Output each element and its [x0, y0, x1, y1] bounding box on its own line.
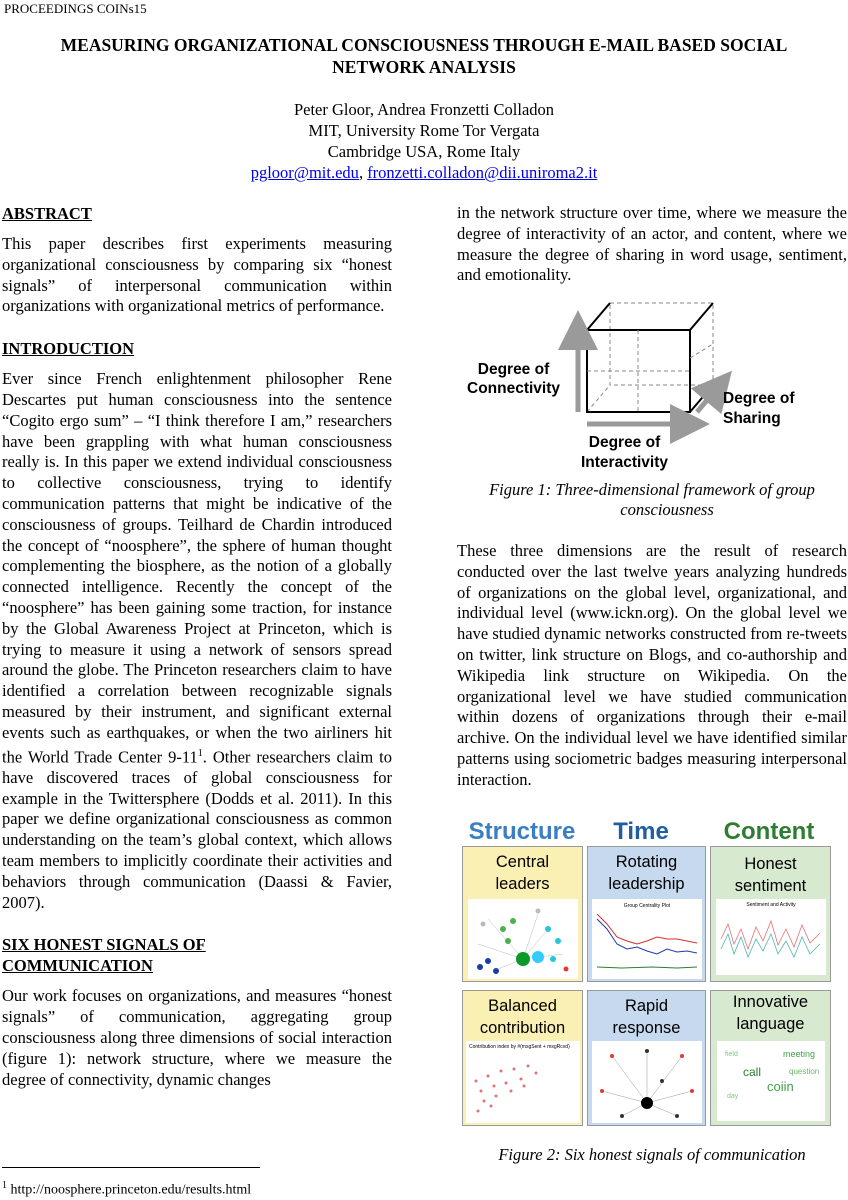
- footnote-rule: [2, 1167, 260, 1168]
- tile-balanced-contribution: [462, 990, 583, 1126]
- introduction-text: [2, 369, 392, 913]
- abstract-heading: ABSTRACT: [2, 204, 92, 223]
- tile-label: Rotating: [615, 853, 678, 871]
- tile-central-leaders: [462, 846, 583, 982]
- running-header: PROCEEDINGS COINs15: [4, 1, 147, 16]
- column-head-content: Content: [723, 818, 815, 845]
- tile-label: leaders: [495, 875, 550, 893]
- chart-title: Group Centrality Plot: [623, 903, 671, 909]
- tile-label: language: [736, 1015, 805, 1033]
- figure-1-caption-line-2: consciousness: [620, 500, 714, 519]
- tile-label: Central: [495, 853, 550, 871]
- tile-label: Innovative: [732, 993, 809, 1011]
- footnote-url[interactable]: http://noosphere.princeton.edu/results.html: [7, 1182, 252, 1198]
- label-connectivity-2: Connectivity: [467, 380, 561, 397]
- label-interactivity-2: Interactivity: [581, 454, 669, 471]
- email-link-1[interactable]: pgloor@mit.edu: [250, 163, 359, 182]
- word-cloud-term: coiin: [767, 1079, 794, 1094]
- author-affiliation: MIT, University Rome Tor Vergata: [308, 121, 540, 140]
- word-cloud-term: question: [789, 1067, 820, 1076]
- introduction-heading: INTRODUCTION: [2, 339, 135, 359]
- figure-2: [460, 818, 848, 1133]
- signals-text: Our work focuses on organizations, and measures “honest signals” of communication, aggregating group consciousness along three dimensions of social interaction (figure 1): network structure, where we measure the degree of connectivity, dynamic changes: [2, 986, 392, 1089]
- word-cloud-term: meeting: [783, 1049, 816, 1059]
- tile-honest-sentiment: [710, 846, 831, 982]
- signals-heading: [2, 934, 392, 976]
- chart-title: Contribution index by #(msgSent + msgRcvd): [469, 1044, 570, 1050]
- tile-label: leadership: [608, 875, 685, 893]
- intro-text-a: Ever since French enlightenment philosopher Rene Descartes put human consciousness into the sentence “Cogito ergo sum” – “I think therefore I am,” researchers have been grappling with what human consciousness really is. In this paper we extend individual consciousness to collective consciousness, trying to identify communication patterns that might be indicative of the consciousness of groups. Teilhard de Chardin introduced the concept of “noosphere”, the sphere of human thought complementing the biosphere, as the notion of a globally connected intelligence. Recently the concept of the “noosphere” has been gaining some traction, for instance by the Global Awareness Project at Princeton, which is trying to measure it using a network of sensors spread around the globe. The Princeton researchers claim to have identified a correlation between recognizable signals measured by their instrument, and significant external events such as earthquakes, or when the two airliners hit the World Trade Center 9-11: [2, 369, 392, 767]
- signals-heading-line-2: COMMUNICATION: [2, 956, 153, 976]
- column-head-time: Time: [613, 818, 669, 845]
- figure-1: [457, 300, 847, 480]
- tile-label: Rapid: [624, 997, 669, 1015]
- response-network-image: [592, 1041, 702, 1123]
- word-cloud-term: call: [743, 1065, 762, 1079]
- cube-edge: [587, 303, 610, 330]
- author-location: Cambridge USA, Rome Italy: [327, 142, 521, 161]
- tile-label: Honest: [744, 855, 797, 873]
- sentiment-chart-image: [716, 899, 826, 975]
- footnote-number: 1: [2, 1180, 7, 1191]
- figure-2-caption: Figure 2: Six honest signals of communication: [498, 1145, 806, 1164]
- abstract-text: This paper describes first experiments measuring organizational consciousness by comparing six “honest signals” of interpersonal communication within organizations with organizational metrics of performance.: [2, 234, 392, 316]
- paper-title: [0, 34, 848, 78]
- contribution-scatter-image: [466, 1041, 580, 1123]
- tile-rotating-leadership: [587, 846, 706, 982]
- tile-rapid-response: [587, 990, 706, 1126]
- footnote-ref: 1: [197, 747, 203, 759]
- label-interactivity-1: Degree of: [588, 434, 661, 451]
- cube-edge-hidden: [587, 385, 610, 412]
- word-cloud-image: [717, 1041, 825, 1121]
- cube-back-face: [610, 303, 713, 385]
- author-emails: pgloor@mit.edu, fronzetti.colladon@dii.uniroma2.it: [250, 163, 598, 182]
- word-cloud-term: day: [727, 1093, 739, 1100]
- signals-heading-line-1: SIX HONEST SIGNALS OF: [2, 935, 206, 955]
- right-column-para-2: These three dimensions are the result of research conducted over the last twelve years analyzing hundreds of organizations on the global level, organizational, and individual level (www.ickn.org). On the global level we have studied dynamic networks constructed from re-tweets on twitter, link structure on Blogs, and co-authorship and Wikipedia link structure on Wikipedia. On the organizational level we have studied communication within dozens of organizations through their e-mail archive. On the individual level we have identified similar patterns using sociometric badges measuring interpersonal interaction.: [457, 541, 847, 789]
- network-graph-image: [468, 899, 578, 979]
- cube-edge: [690, 303, 713, 330]
- label-sharing: [723, 389, 795, 429]
- tile-label: Balanced: [488, 997, 557, 1015]
- tile-label: contribution: [479, 1019, 566, 1037]
- author-block: [0, 99, 848, 183]
- intro-text-b: . Other researchers claim to have discovered traces of global consciousness for example in the Twittersphere (Dodds et al. 2011). In this paper we define organizational consciousness as common understanding on the team’s global context, which allows team members to implicitly coordinate their activities and behaviors through communication (Daassi & Favier, 2007).: [2, 747, 392, 912]
- title-line-1: MEASURING ORGANIZATIONAL CONSCIOUSNESS THROUGH E-MAIL BASED SOCIAL: [60, 35, 788, 55]
- word-cloud-term: field: [725, 1051, 738, 1058]
- centrality-plot-image: [592, 899, 702, 979]
- title-line-2: NETWORK ANALYSIS: [332, 57, 516, 77]
- tile-label: sentiment: [734, 877, 807, 895]
- footnote: [2, 1180, 251, 1199]
- left-column: [2, 203, 392, 1090]
- label-sharing-1: Degree of: [723, 390, 795, 407]
- label-interactivity: [581, 433, 668, 473]
- label-connectivity-1: Degree of: [477, 361, 550, 378]
- column-head-structure: Structure: [468, 818, 576, 845]
- right-column-para-1: in the network structure over time, where we measure the degree of interactivity of an actor, and content, where we measure the degree of sharing in word usage, sentiment, and emotionality.: [457, 203, 847, 285]
- chart-title: Sentiment and Activity: [746, 902, 796, 908]
- label-connectivity: [467, 360, 560, 398]
- email-link-2[interactable]: fronzetti.colladon@dii.uniroma2.it: [367, 163, 598, 182]
- author-names: Peter Gloor, Andrea Fronzetti Colladon: [293, 100, 555, 119]
- tile-label: response: [612, 1019, 681, 1037]
- figure-1-caption-line-1: Figure 1: Three-dimensional framework of group: [489, 480, 815, 499]
- tile-innovative-language: [710, 990, 831, 1126]
- label-sharing-2: Sharing: [723, 410, 781, 427]
- figure-1-caption: [457, 480, 847, 520]
